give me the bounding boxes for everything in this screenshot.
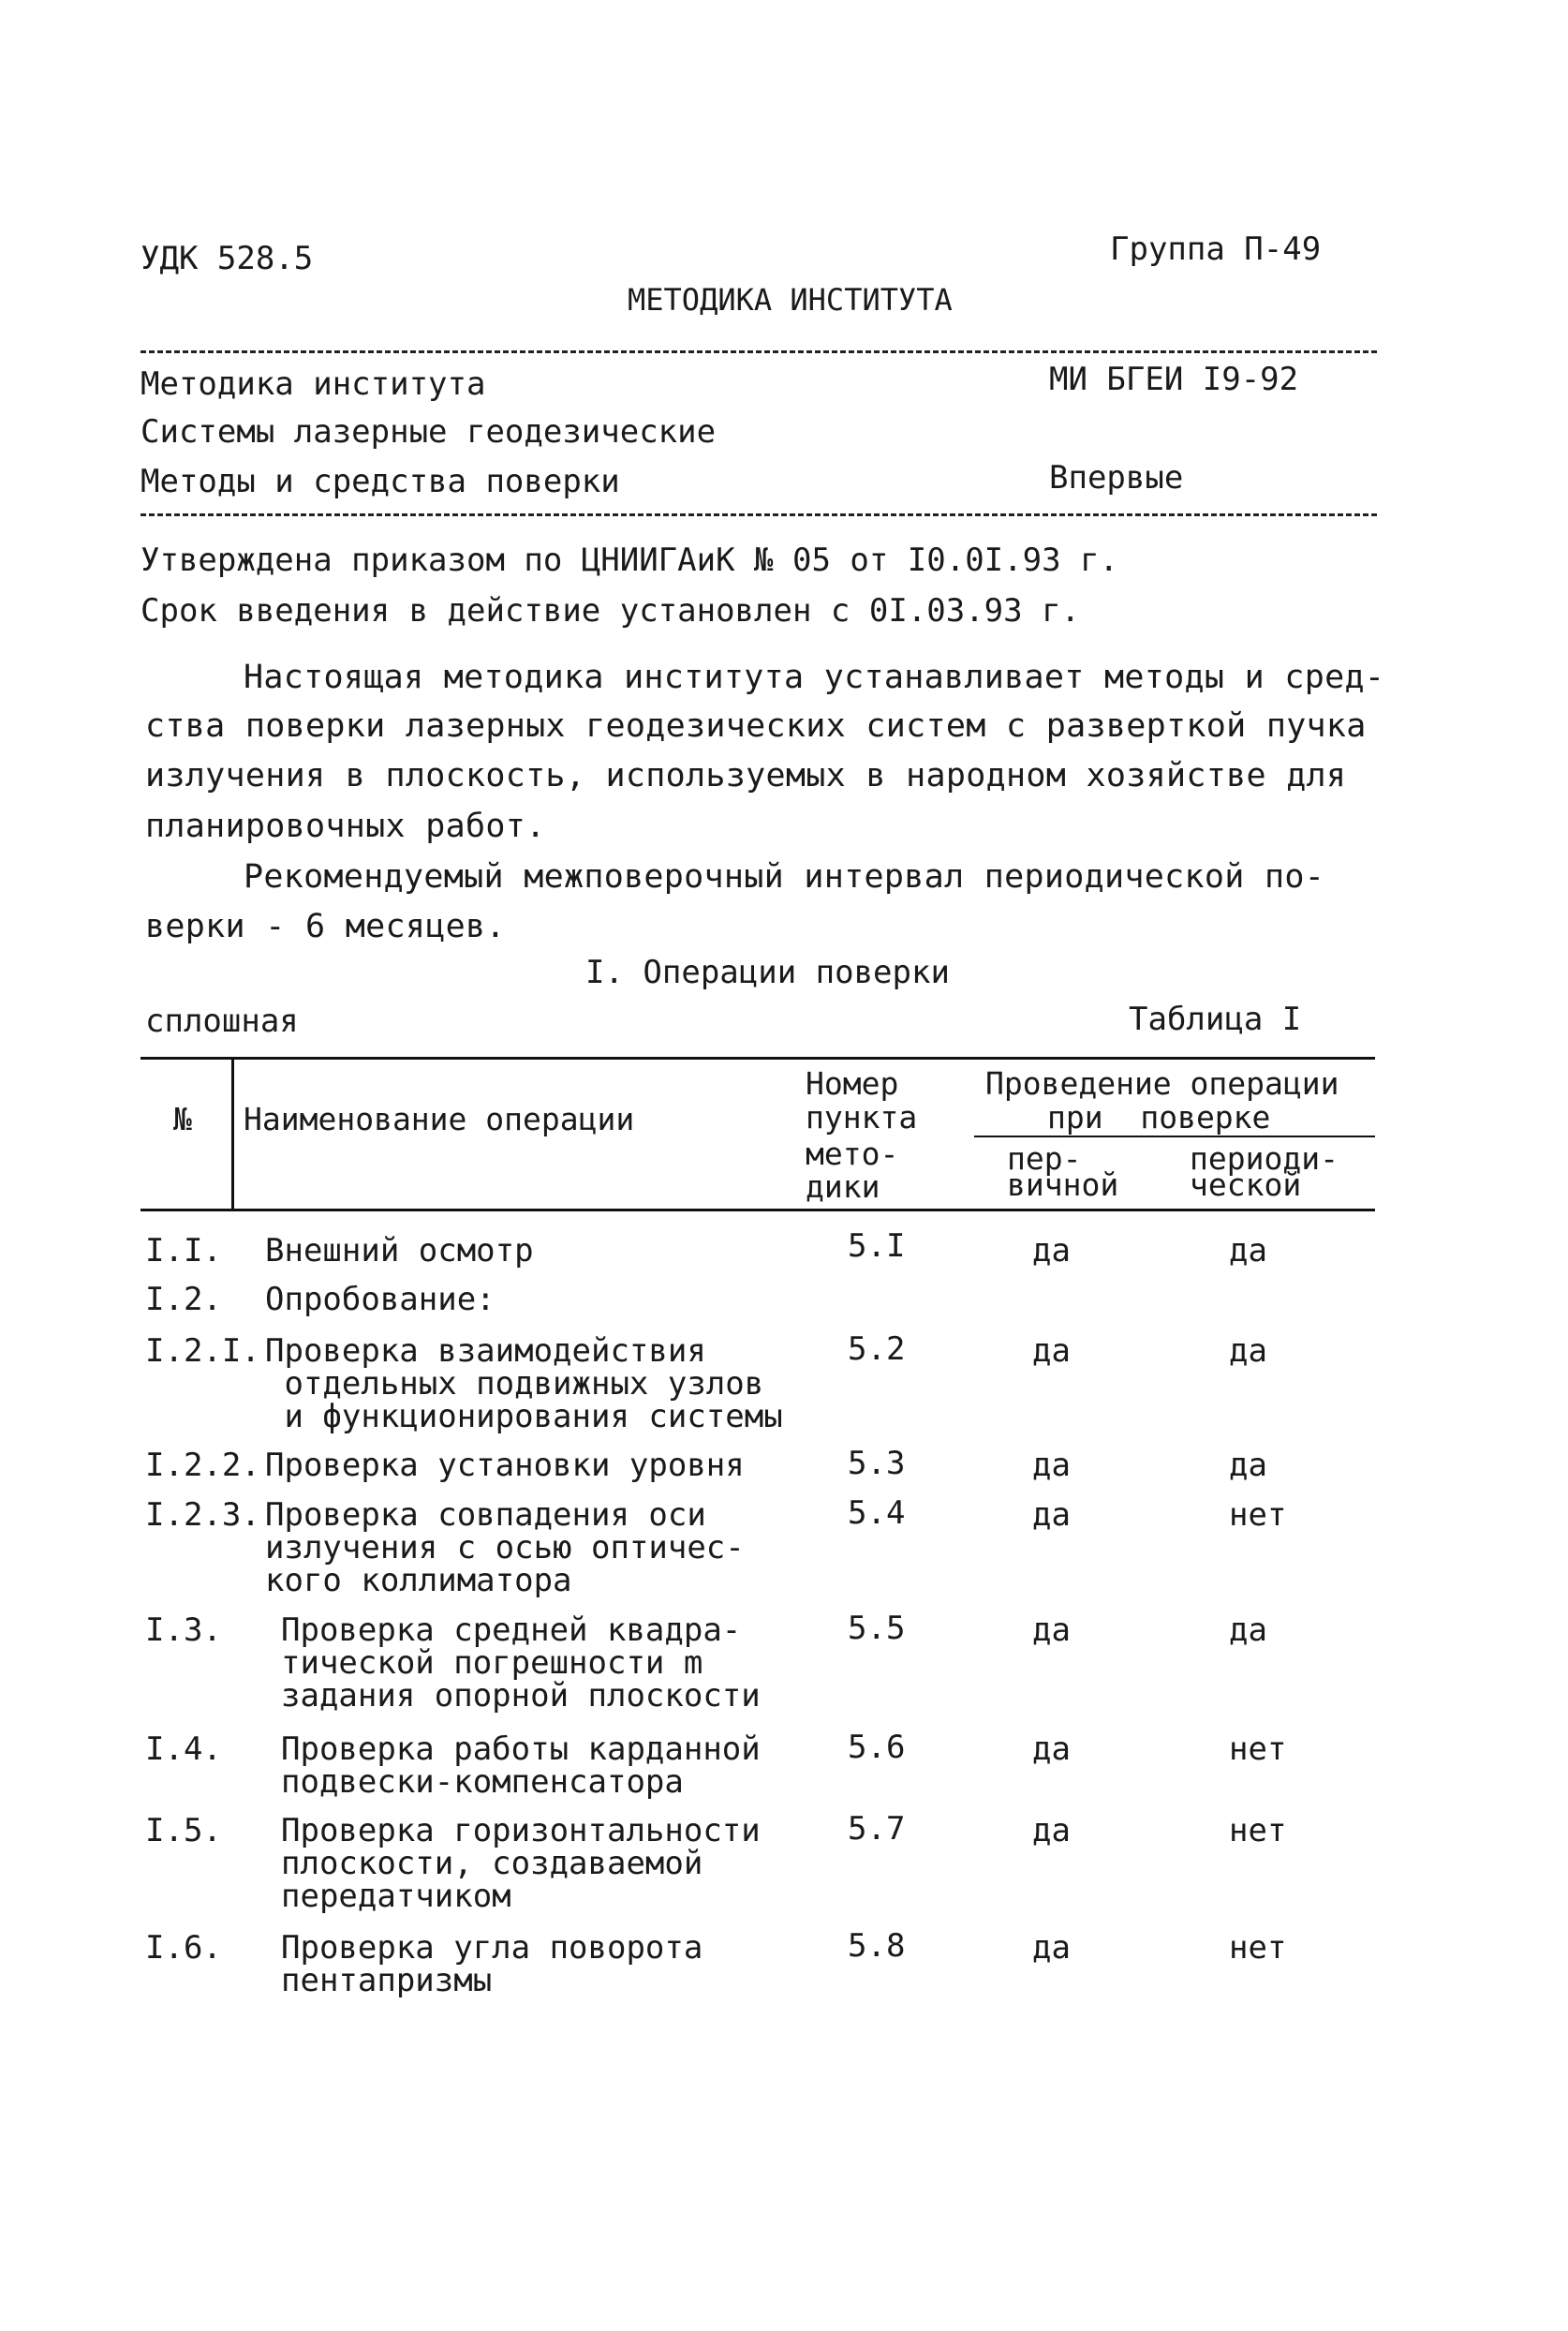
doc-status: Впервые — [1049, 459, 1184, 497]
page-title: МЕТОДИКА ИНСТИТУТА — [628, 282, 953, 318]
row-periodic: нет — [1229, 1929, 1287, 1967]
intro-paragraph-line: Настоящая методика института устанавливает методы и сред- — [244, 659, 1385, 696]
row-primary: да — [1032, 1929, 1071, 1967]
row-operation: Опробование: — [265, 1281, 496, 1318]
row-operation: Проверка средней квадра- тической погрешности m задания опорной плоскости — [281, 1611, 761, 1715]
doc-type: Методика института — [141, 365, 486, 403]
row-periodic: да — [1229, 1332, 1267, 1370]
col-number-header: № — [173, 1101, 192, 1137]
col-clause-header: Номер — [806, 1065, 899, 1102]
doc-number: МИ БГЕИ I9-92 — [1049, 361, 1299, 398]
table-col-divider — [231, 1057, 234, 1210]
intro-paragraph-line: ства поверки лазерных геодезических систем с разверткой пучка — [145, 707, 1367, 745]
row-periodic: да — [1229, 1611, 1267, 1649]
col-primary-header: пер- — [1007, 1140, 1082, 1177]
row-periodic: нет — [1229, 1812, 1287, 1849]
row-clause: 5.I — [848, 1227, 906, 1265]
row-number: I.4. — [145, 1730, 222, 1768]
col-clause-header: пункта — [806, 1099, 918, 1136]
row-periodic: да — [1229, 1447, 1267, 1484]
row-operation: Проверка угла поворота пентапризмы — [281, 1929, 703, 1999]
row-number: I.6. — [145, 1929, 222, 1967]
row-primary: да — [1032, 1232, 1071, 1269]
row-number: I.2.I. — [145, 1332, 260, 1370]
row-primary: да — [1032, 1611, 1071, 1649]
approval-line: Утверждена приказом по ЦНИИГАиК № 05 от I0.0I.93 г. — [141, 542, 1118, 579]
doc-subtitle: Методы и средства поверки — [141, 463, 620, 500]
conduct-subrule — [974, 1136, 1375, 1137]
col-primary-header: вичной — [1007, 1166, 1119, 1203]
row-primary: да — [1032, 1332, 1071, 1370]
row-number: I.2.2. — [145, 1447, 260, 1484]
doc-subject: Системы лазерные геодезические — [141, 413, 717, 451]
col-clause-header: мето- — [806, 1136, 899, 1172]
table-header-rule — [141, 1209, 1375, 1211]
col-name-header: Наименование операции — [244, 1101, 635, 1137]
row-operation: Проверка взаимодействия отдельных подвижных узлов и функционирования системы — [265, 1332, 783, 1435]
row-number: I.3. — [145, 1611, 222, 1649]
row-clause: 5.6 — [848, 1729, 906, 1766]
divider-top — [141, 350, 1377, 353]
row-clause: 5.2 — [848, 1330, 906, 1368]
row-periodic: нет — [1229, 1496, 1287, 1534]
row-periodic: да — [1229, 1232, 1267, 1269]
intro-paragraph-line: излучения в плоскость, используемых в народном хозяйстве для — [145, 757, 1347, 794]
col-periodic-header: периоди- — [1190, 1140, 1339, 1177]
col-clause-header: дики — [806, 1168, 880, 1205]
row-number: I.2.3. — [145, 1496, 260, 1534]
row-operation: Внешний осмотр — [265, 1232, 534, 1269]
table-label: Таблица I — [1129, 1001, 1302, 1038]
row-clause: 5.4 — [848, 1494, 906, 1532]
row-clause: 5.8 — [848, 1927, 906, 1965]
intro-paragraph-line: планировочных работ. — [145, 808, 546, 845]
row-clause: 5.5 — [848, 1610, 906, 1647]
section-title: I. Операции поверки — [585, 954, 950, 991]
section-note: сплошная — [145, 1002, 299, 1040]
row-primary: да — [1032, 1812, 1071, 1849]
row-primary: да — [1032, 1496, 1071, 1534]
effective-date-line: Срок введения в действие установлен с 0I.03.93 г. — [141, 592, 1081, 630]
group-code: Группа П-49 — [1110, 230, 1322, 268]
row-operation: Проверка совпадения оси излучения с осью оптичес- кого коллиматора — [265, 1496, 745, 1599]
udk-code: УДК 528.5 — [141, 240, 314, 277]
row-primary: да — [1032, 1447, 1071, 1484]
row-number: I.I. — [145, 1232, 222, 1269]
interval-paragraph-line: верки - 6 месяцев. — [145, 908, 506, 945]
interval-paragraph-line: Рекомендуемый межповерочный интервал периодической по- — [244, 858, 1325, 896]
row-number: I.5. — [145, 1812, 222, 1849]
col-conduct-header: Проведение операции — [985, 1065, 1339, 1102]
row-primary: да — [1032, 1730, 1071, 1768]
row-clause: 5.7 — [848, 1810, 906, 1848]
row-periodic: нет — [1229, 1730, 1287, 1768]
divider-bottom — [141, 513, 1377, 516]
col-periodic-header: ческой — [1190, 1166, 1302, 1203]
row-operation: Проверка горизонтальности плоскости, создаваемой передатчиком — [281, 1812, 761, 1915]
row-operation: Проверка работы карданной подвески-компенсатора — [281, 1730, 761, 1801]
table-top-rule — [141, 1057, 1375, 1060]
row-number: I.2. — [145, 1281, 222, 1318]
row-clause: 5.3 — [848, 1445, 906, 1482]
row-operation: Проверка установки уровня — [265, 1447, 745, 1484]
col-conduct-header: при поверке — [1047, 1099, 1271, 1136]
